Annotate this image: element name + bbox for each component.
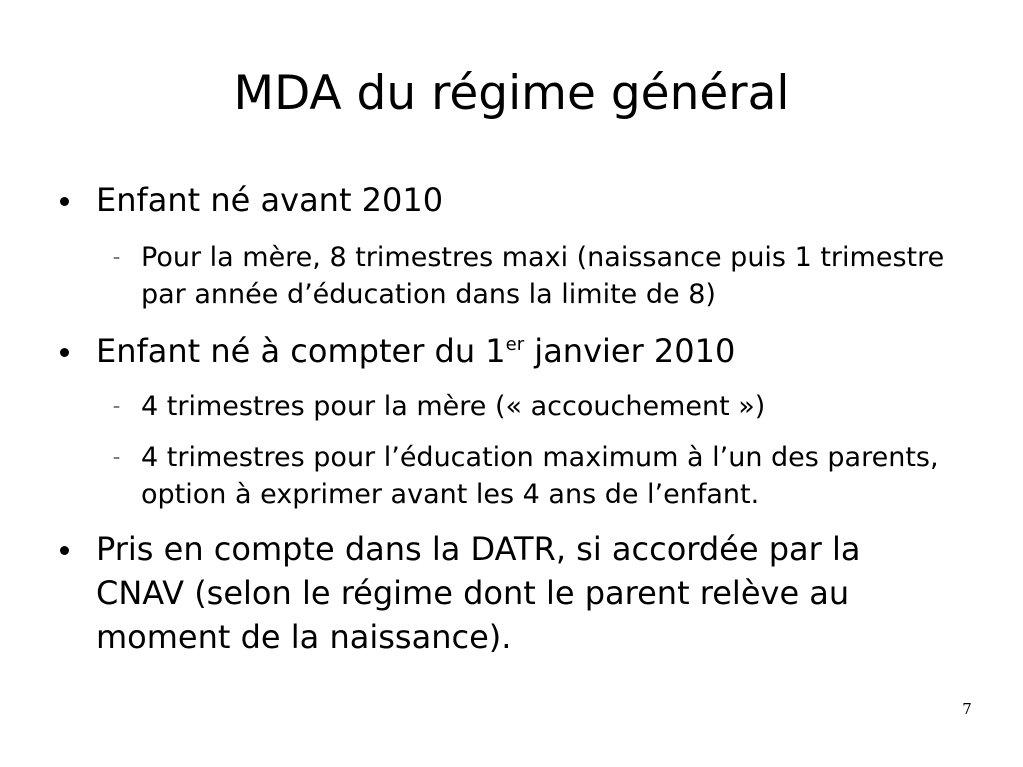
bullet-text-start: Enfant né à compter du 1: [96, 332, 506, 370]
page-number: 7: [962, 700, 972, 718]
slide-title: MDA du régime général: [233, 66, 790, 121]
bullet-item: [58, 527, 958, 659]
sub-bullet-item: [58, 388, 958, 425]
slide-content: [58, 178, 958, 659]
bullet-dot-icon: [60, 197, 69, 206]
bullet-text-end: janvier 2010: [524, 332, 736, 370]
bullet-text: Pris en compte dans la DATR, si accordée par la CNAV (selon le régime dont le parent relève au moment de la naissance).: [96, 530, 861, 656]
bullet-item: [58, 178, 958, 222]
bullet-superscript: er: [505, 334, 525, 355]
sub-bullet-text: Pour la mère, 8 trimestres maxi (naissance puis 1 trimestre par année d’éducation dans la limite de 8): [141, 242, 945, 310]
bullet-dot-icon: [60, 348, 69, 357]
sub-bullet-item: [58, 439, 958, 513]
dash-icon: –: [113, 450, 120, 466]
bullet-dot-icon: [60, 546, 69, 555]
sub-bullet-text: 4 trimestres pour l’éducation maximum à l’un des parents, option à exprimer avant les 4 ans de l’enfant.: [141, 442, 939, 510]
bullet-item: [58, 329, 958, 373]
sub-bullet-text: 4 trimestres pour la mère (« accouchement »): [141, 391, 766, 422]
bullet-text: Enfant né avant 2010: [96, 181, 444, 219]
sub-bullet-item: [58, 239, 958, 313]
dash-icon: –: [113, 250, 120, 266]
dash-icon: –: [113, 399, 120, 415]
